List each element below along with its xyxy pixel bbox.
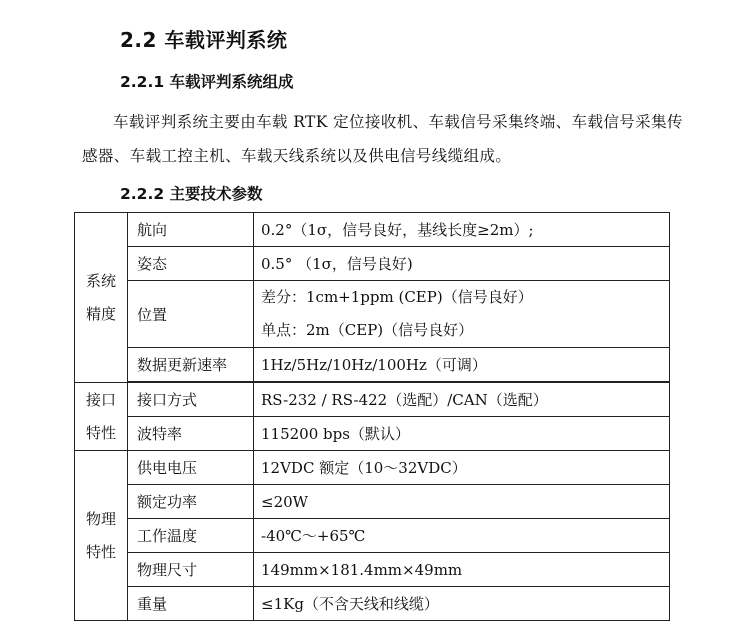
table-row [75,451,670,485]
table-row [75,485,670,519]
param-name-cell: 位置 [128,281,254,348]
table-row [75,587,670,621]
category-label-line: 特性 [85,542,116,561]
category-cell [75,451,128,621]
param-name-cell: 航向 [128,213,254,247]
technical-parameters-table [74,212,670,621]
param-name-cell: 姿态 [128,247,254,281]
category-label-line: 系统 [85,271,116,290]
table-row [75,383,670,417]
param-name-cell: 波特率 [128,417,254,451]
category-cell [75,213,128,383]
subsection-title-composition: 2.2.1 车载评判系统组成 [120,73,294,91]
param-value-line: 单点：2m（CEP)（信号良好） [261,321,474,339]
param-value-line: 差分：1cm+1ppm (CEP)（信号良好） [261,288,533,306]
param-value-cell: 149mm×181.4mm×49mm [254,553,670,587]
param-name-cell: 数据更新速率 [128,348,254,382]
category-label-line: 物理 [85,509,116,528]
param-value-cell: -40℃～+65℃ [254,519,670,553]
table-row [75,213,670,247]
table-row [75,519,670,553]
param-value-cell: ≤1Kg（不含天线和线缆） [254,587,670,621]
param-name-cell: 供电电压 [128,451,254,485]
category-label-line: 精度 [85,304,116,323]
category-cell [75,383,128,451]
param-value-cell: 115200 bps（默认） [254,417,670,451]
param-value-cell: ≤20W [254,485,670,519]
table-row [75,348,670,382]
param-name-cell: 物理尺寸 [128,553,254,587]
table-row [75,553,670,587]
param-name-cell: 工作温度 [128,519,254,553]
param-name-cell: 接口方式 [128,383,254,417]
subsection-title-parameters: 2.2.2 主要技术参数 [120,185,263,203]
param-value-cell: RS-232 / RS-422（选配）/CAN（选配） [254,383,670,417]
param-value-cell [254,281,670,348]
category-label-line: 特性 [85,423,116,442]
param-value-cell: 1Hz/5Hz/10Hz/100Hz（可调） [254,348,670,382]
category-label-line: 接口 [85,390,116,409]
param-name-cell: 重量 [128,587,254,621]
param-value-cell: 12VDC 额定（10～32VDC） [254,451,670,485]
param-value-cell: 0.2°（1σ，信号良好，基线长度≥2m）; [254,213,670,247]
section-title: 2.2 车载评判系统 [120,28,288,52]
table-row [75,417,670,451]
table-row [75,247,670,281]
description-paragraph: 车载评判系统主要由车载 RTK 定位接收机、车载信号采集终端、车载信号采集传感器、车载工控主机、车载天线系统以及供电信号线缆组成。 [82,113,683,165]
table-row [75,281,670,348]
param-name-cell: 额定功率 [128,485,254,519]
param-value-cell: 0.5° （1σ，信号良好) [254,247,670,281]
